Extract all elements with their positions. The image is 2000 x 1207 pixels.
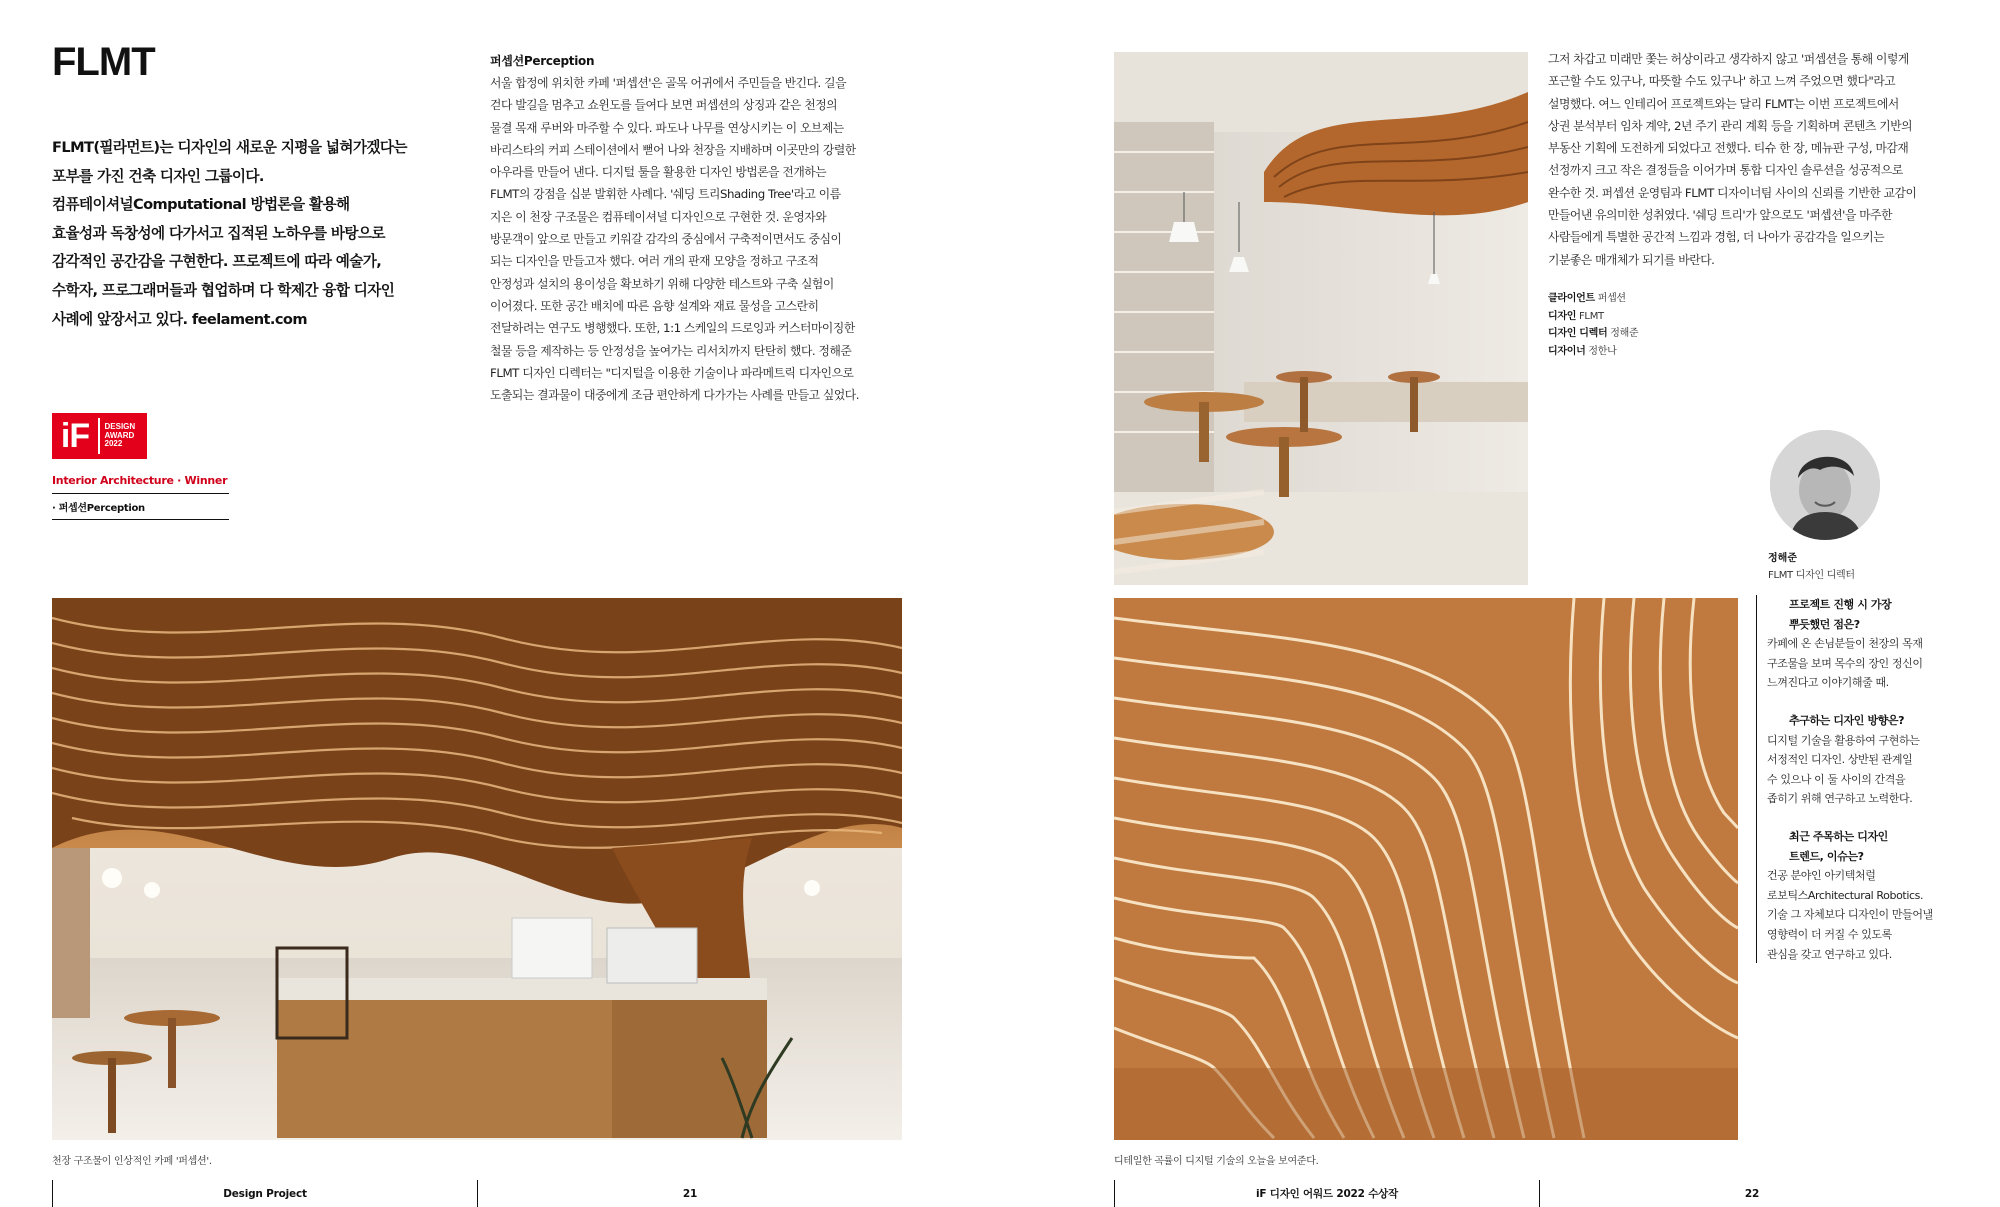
- credit-row: 디자인 디렉터 정해준: [1548, 328, 1639, 339]
- designer-portrait: [1770, 430, 1880, 540]
- project-credits: [1548, 290, 1638, 360]
- page-title: FLMT: [52, 40, 155, 84]
- body-line: 안정성과 설치의 용이성을 확보하기 위해 다양한 테스트와 구축 실험이: [490, 276, 834, 291]
- body-line: 설명했다. 여느 인테리어 프로젝트와는 달리 FLMT는 이번 프로젝트에서: [1548, 96, 1899, 111]
- body-line: 바리스타의 커피 스테이션에서 뻗어 나와 천장을 지배하며 이곳만의 강렬한: [490, 142, 856, 157]
- body-line: 서울 합정에 위치한 카페 '퍼셉션'은 골목 어귀에서 주민들을 반긴다. 길을: [490, 76, 847, 90]
- body-line: 방문객이 앞으로 만들고 키워갈 감각의 중심에서 구축적이면서도 중심이: [490, 232, 842, 247]
- body-line: 기분좋은 매개체가 되기를 바란다.: [1548, 252, 1715, 267]
- body-line: 포근할 수도 있구나, 따뜻할 수도 있구나' 하고 느껴 주었으면 했다"라고: [1548, 74, 1896, 89]
- qa-answer: 디지털 기술을 활용하여 구현하는 서정적인 디자인. 상반된 관계일 수 있으나 이 둘 사이의 간격을 좁히기 위해 연구하고 노력한다.: [1767, 733, 1920, 806]
- intro-line: 수학자, 프로그래머들과 협업하며 다 학제간 융합 디자인: [52, 281, 395, 299]
- qa-question: 추구하는 디자인 방향은?: [1789, 713, 1905, 727]
- body-line: 걷다 발길을 멈추고 쇼윈도를 들여다 보면 퍼셉션의 상징과 같은 천정의: [490, 98, 838, 113]
- footer-page-number-right: 22: [1539, 1180, 1964, 1207]
- intro-line: 사례에 앞장서고 있다. feelament.com: [52, 310, 307, 328]
- footer-page-number-left: 21: [477, 1180, 902, 1207]
- body-line: 완수한 것. 퍼셉션 운영팀과 FLMT 디자이너팀 사이의 신뢰를 기반한 교감이: [1548, 185, 1917, 200]
- award-logo-words: DESIGN AWARD 2022: [104, 422, 136, 449]
- award-category: Interior Architecture · Winner: [52, 474, 229, 494]
- body-line: 전달하려는 연구도 병행했다. 또한, 1:1 스케일의 드로잉과 커스터마이징한: [490, 321, 855, 336]
- body-line: 되는 디자인을 만들고자 했다. 여러 개의 판재 모양을 정하고 구조적: [490, 254, 819, 269]
- intro-line: FLMT(필라먼트)는 디자인의 새로운 지평을 넓혀가겠다는: [52, 139, 407, 156]
- cafe-interior-photo: [52, 598, 902, 1140]
- body-line: FLMT의 강점을 십분 발휘한 사례다. '쉐딩 트리Shading Tree'라고 이름: [490, 187, 841, 202]
- intro-line: 효율성과 독창성에 다가서고 집적된 노하우를 바탕으로: [52, 224, 385, 242]
- article-body: [490, 72, 910, 406]
- qa-block: [1767, 595, 1986, 693]
- if-design-award-logo: [52, 413, 147, 459]
- body-line: 지은 이 천장 구조물은 컴퓨테이셔널 디자인으로 구현한 것. 운영자와: [490, 209, 827, 224]
- article-heading: 퍼셉션Perception: [490, 54, 595, 68]
- intro-line: 포부를 가진 건축 디자인 그룹이다.: [52, 167, 264, 185]
- interview-qa: [1756, 595, 1986, 963]
- body-line: 아우라를 만들어 낸다. 디지털 툴을 활용한 디자인 방법론을 전개하는: [490, 165, 827, 180]
- person-role: FLMT 디자인 디렉터: [1768, 570, 1855, 581]
- intro-text: [52, 134, 432, 334]
- body-line: 부동산 기획에 도전하게 되었다고 전했다. 티슈 한 장, 메뉴판 구성, 마감재: [1548, 141, 1909, 156]
- cafe-window-seating-photo: [1114, 52, 1528, 585]
- body-line: 만들어낸 유의미한 성취였다. '쉐딩 트리'가 앞으로도 '퍼셉션'을 마주한: [1548, 208, 1893, 223]
- person-name: 정해준: [1768, 553, 1797, 564]
- credit-row: 디자이너 정한나: [1548, 345, 1617, 357]
- award-logo-mark: iF: [60, 416, 90, 455]
- intro-line: 컴퓨테이셔널Computational 방법론을 활용해: [52, 196, 350, 214]
- body-line: 도출되는 결과물이 대중에게 조금 편안하게 다가가는 사례를 만들고 싶었다.: [490, 388, 860, 403]
- body-line: 철물 등을 제작하는 등 안정성을 높여가는 리서치까지 탄탄히 했다. 정해준: [490, 343, 852, 358]
- qa-block: [1767, 711, 1986, 809]
- qa-answer: 건공 분야인 아키텍처럴 로보틱스Architectural Robotics. 기술 그 자체보다 디자인이 만들어낼 영향력이 더 커질 수 있도록 관심을 갖고 연구하고 있다.: [1767, 869, 1933, 961]
- body-line: 선정까지 크고 작은 결정들을 이어가며 통합 디자인 솔루션을 성공적으로: [1548, 163, 1903, 178]
- award-project: · 퍼셉션Perception: [52, 499, 229, 520]
- intro-line: 감각적인 공간감을 구현한다. 프로젝트에 따라 예술가,: [52, 253, 382, 271]
- body-line: 상권 분석부터 임차 계약, 2년 주기 관리 계획 등을 기획하며 콘텐츠 기반의: [1548, 118, 1913, 133]
- photo-caption: 디테일한 곡률이 디지털 기술의 오늘을 보여준다.: [1114, 1156, 1319, 1167]
- credit-row: 디자인 FLMT: [1548, 310, 1604, 322]
- body-line: 이어졌다. 또한 공간 배치에 따른 음향 설계와 재료 물성을 고스란히: [490, 298, 819, 313]
- body-line: 그저 차갑고 미래만 쫓는 허상이라고 생각하지 않고 '퍼셉션을 통해 이렇게: [1548, 52, 1909, 66]
- body-line: 물결 목재 루버와 마주할 수 있다. 파도나 나무를 연상시키는 이 오브제는: [490, 120, 844, 135]
- qa-block: [1767, 827, 1986, 964]
- qa-answer: 카페에 온 손님분들이 천장의 목재 구조물을 보며 목수의 장인 정신이 느껴진다고 이야기해줄 때.: [1767, 637, 1923, 690]
- photo-caption: 천장 구조물이 인상적인 카페 '퍼셉션'.: [52, 1156, 212, 1167]
- footer-section-right: iF 디자인 어워드 2022 수상작: [1114, 1180, 1539, 1207]
- qa-question: 최근 주목하는 디자인 트렌드, 이슈는?: [1789, 829, 1888, 863]
- body-line: 사람들에게 특별한 공간적 느낌과 경험, 더 나아가 공감각을 일으키는: [1548, 230, 1885, 245]
- credit-row: 클라이언트 퍼셉션: [1548, 293, 1626, 304]
- wood-louver-detail-photo: [1114, 598, 1738, 1140]
- footer-section-left: Design Project: [52, 1180, 477, 1207]
- article-body-continued: [1548, 48, 1973, 271]
- qa-question: 프로젝트 진행 시 가장 뿌듯했던 점은?: [1789, 598, 1892, 631]
- body-line: FLMT 디자인 디렉터는 "디지털을 이용한 기술이나 파라메트릭 디자인으로: [490, 365, 854, 380]
